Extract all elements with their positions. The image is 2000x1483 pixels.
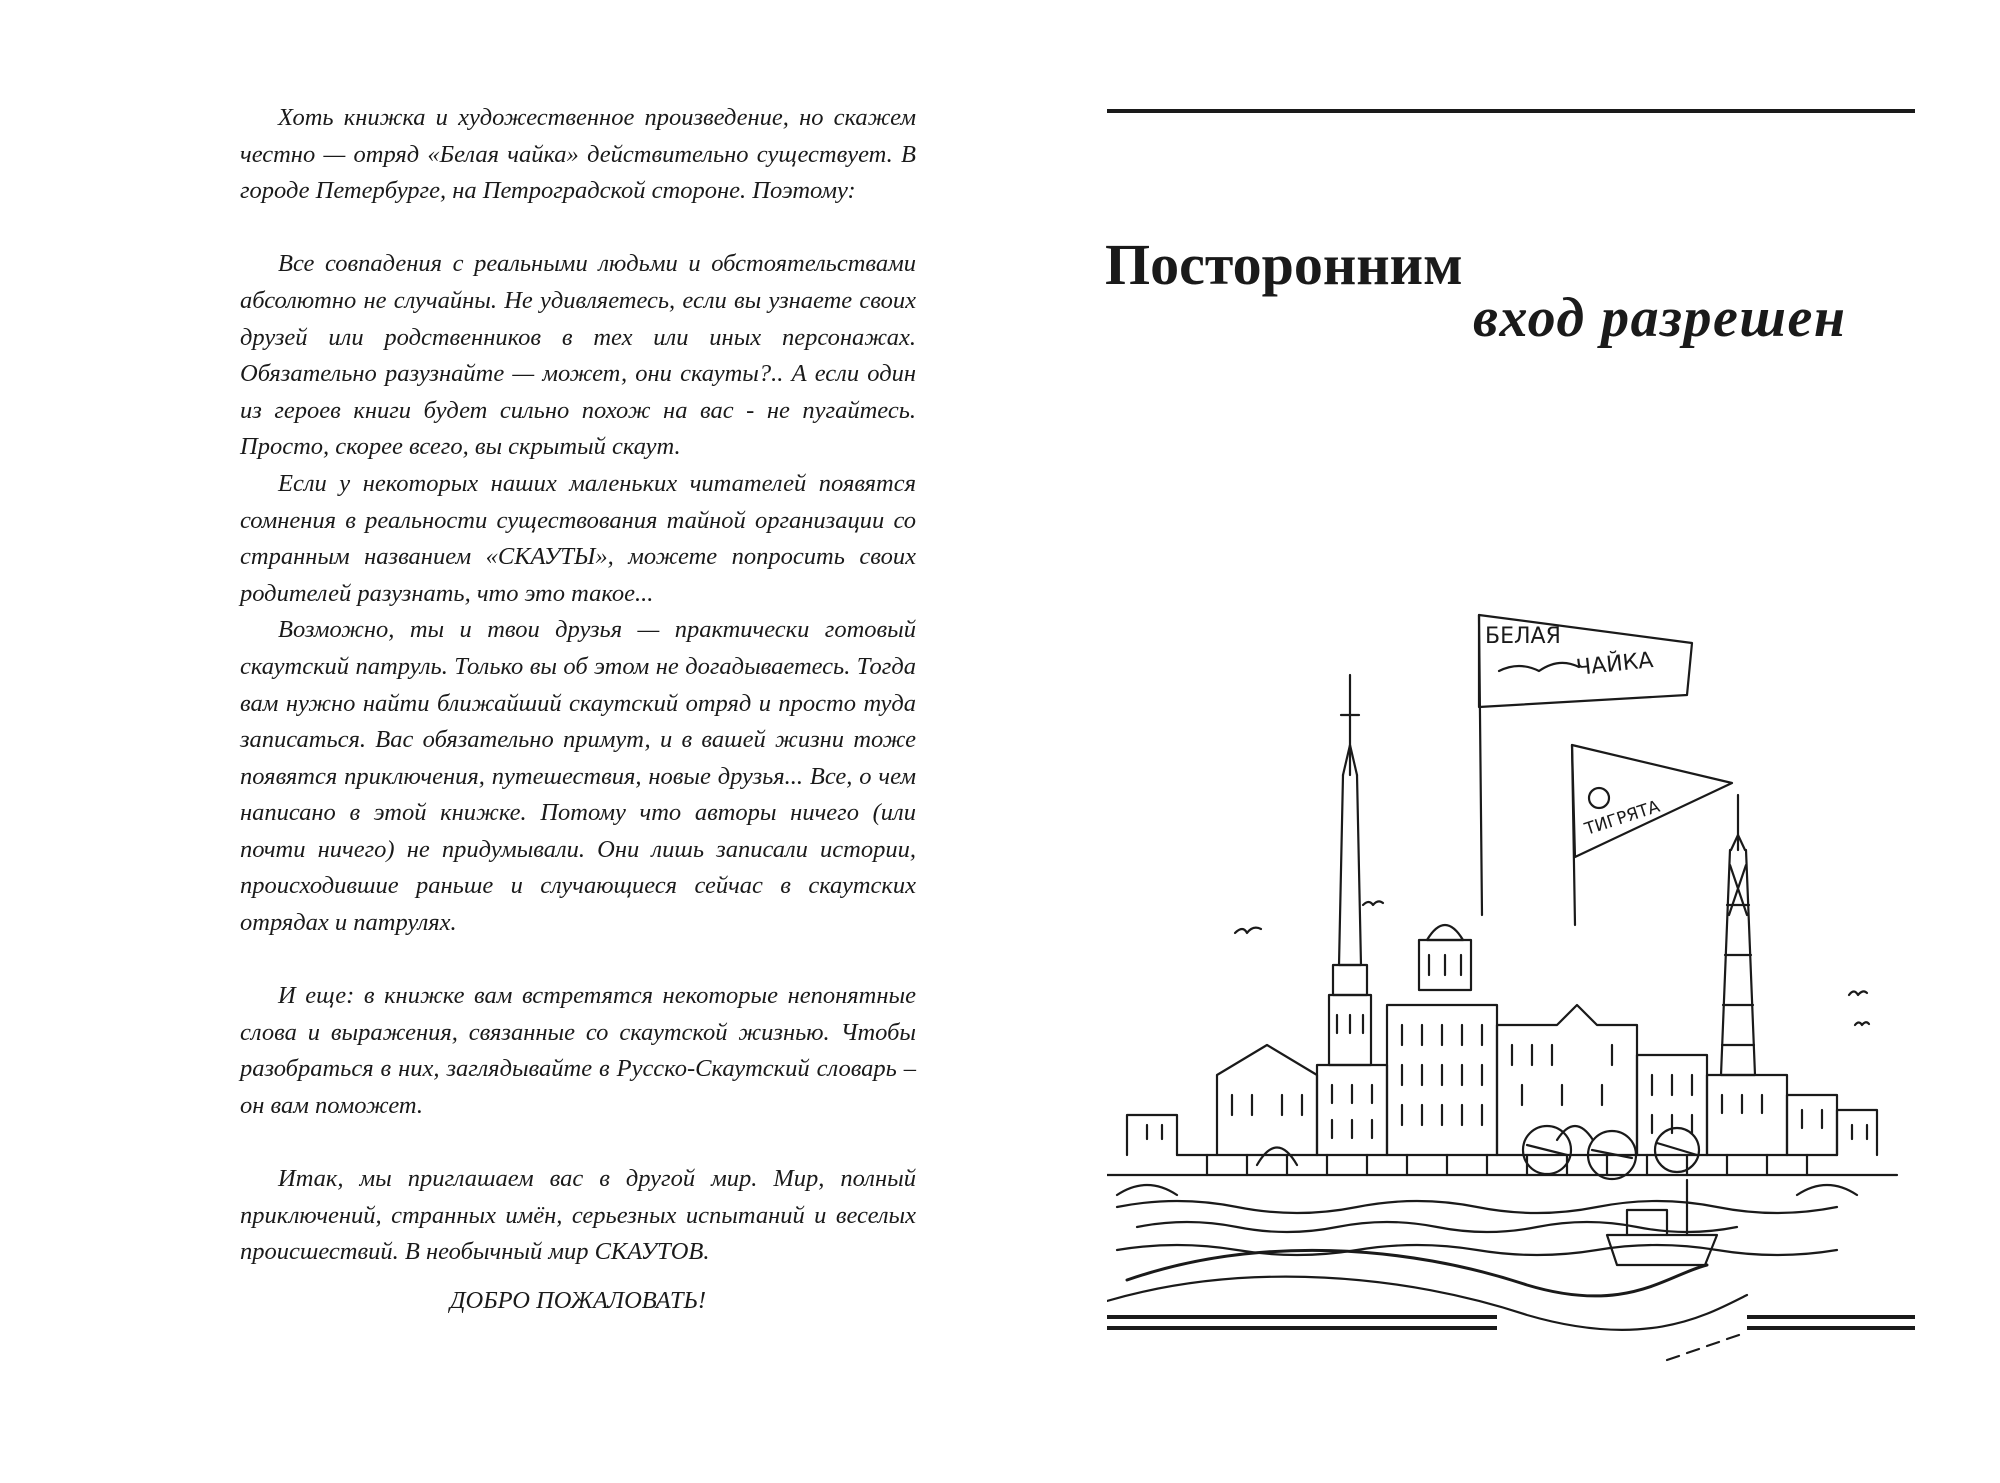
foreword-paragraph: Возможно, ты и твои друзья — практически готовый скаутский патруль. Только вы об этом не догадываетесь. Тогда вам нужно найти ближайший скаутский отряд и просто туда записаться. Вас обязательно примут, и в вашей жизни тоже появятся приключения, путешествия, новые друзья... Все, о чем написано в этой книжке. Потому что авторы ничего (или почти ничего) не придумывали. Они лишь записали истории, происходившие раньше и случающиеся сейчас в скаутских отрядах и патрулях. xyxy=(240,616,916,937)
buildings xyxy=(1107,1005,1897,1195)
foreword-paragraph: Итак, мы приглашаем вас в другой мир. Мир, полный приключений, странных имён, серьезных испытаний и веселых происшествий. В необычный мир СКАУТОВ. xyxy=(240,1165,916,1266)
city-illustration xyxy=(1107,595,1927,1385)
foreword-paragraph: И еще: в книжке вам встретятся некоторые непонятные слова и выражения, связанные со скаутской жизнью. Чтобы разобраться в них, заглядывайте в Русско-Скаутский словарь – он вам поможет. xyxy=(240,982,916,1120)
ship xyxy=(1607,1180,1717,1265)
foreword-paragraph: Если у некоторых наших маленьких читателей появятся сомнения в реальности существования тайной организации со странным названием «СКАУТЫ», можете попросить своих родителей разузнать, что это такое... xyxy=(240,469,916,607)
title-line-1: Посторонним xyxy=(1105,232,1463,297)
flag-tigryata xyxy=(1572,745,1732,925)
flag2-text: ТИГРЯТА xyxy=(1582,796,1663,840)
spire-left xyxy=(1329,675,1371,1065)
foreword-paragraph: Хоть книжка и художественное произведение, но скажем честно — отряд «Белая чайка» действительно существует. В городе Петербурге, на Петроградской стороне. Поэтому: xyxy=(240,104,916,205)
top-rule xyxy=(1107,109,1915,113)
dome-center xyxy=(1419,925,1471,990)
foreword-paragraph: Все совпадения с реальными людьми и обстоятельствами абсолютно не случайны. Не удивляетесь, если вы узнаете своих друзей или родственников в тех или иных персонажах. Обязательно разузнайте — может, они скауты?.. А если один из героев книги будет сильно похож на вас - не пугайтесь. Просто, скорее всего, вы скрытый скаут. xyxy=(240,250,916,461)
bottom-rules xyxy=(1107,1315,1915,1330)
tower-right xyxy=(1721,795,1755,1075)
closing-line: ДОБРО ПОЖАЛОВАТЬ! xyxy=(449,1287,707,1314)
foreword-text xyxy=(240,100,916,1320)
water xyxy=(1107,1201,1837,1360)
flag1-text-2: ЧАЙКА xyxy=(1575,648,1655,681)
flag1-text-1: БЕЛАЯ xyxy=(1485,624,1561,649)
title-line-2: вход разрешен xyxy=(1473,287,1847,349)
